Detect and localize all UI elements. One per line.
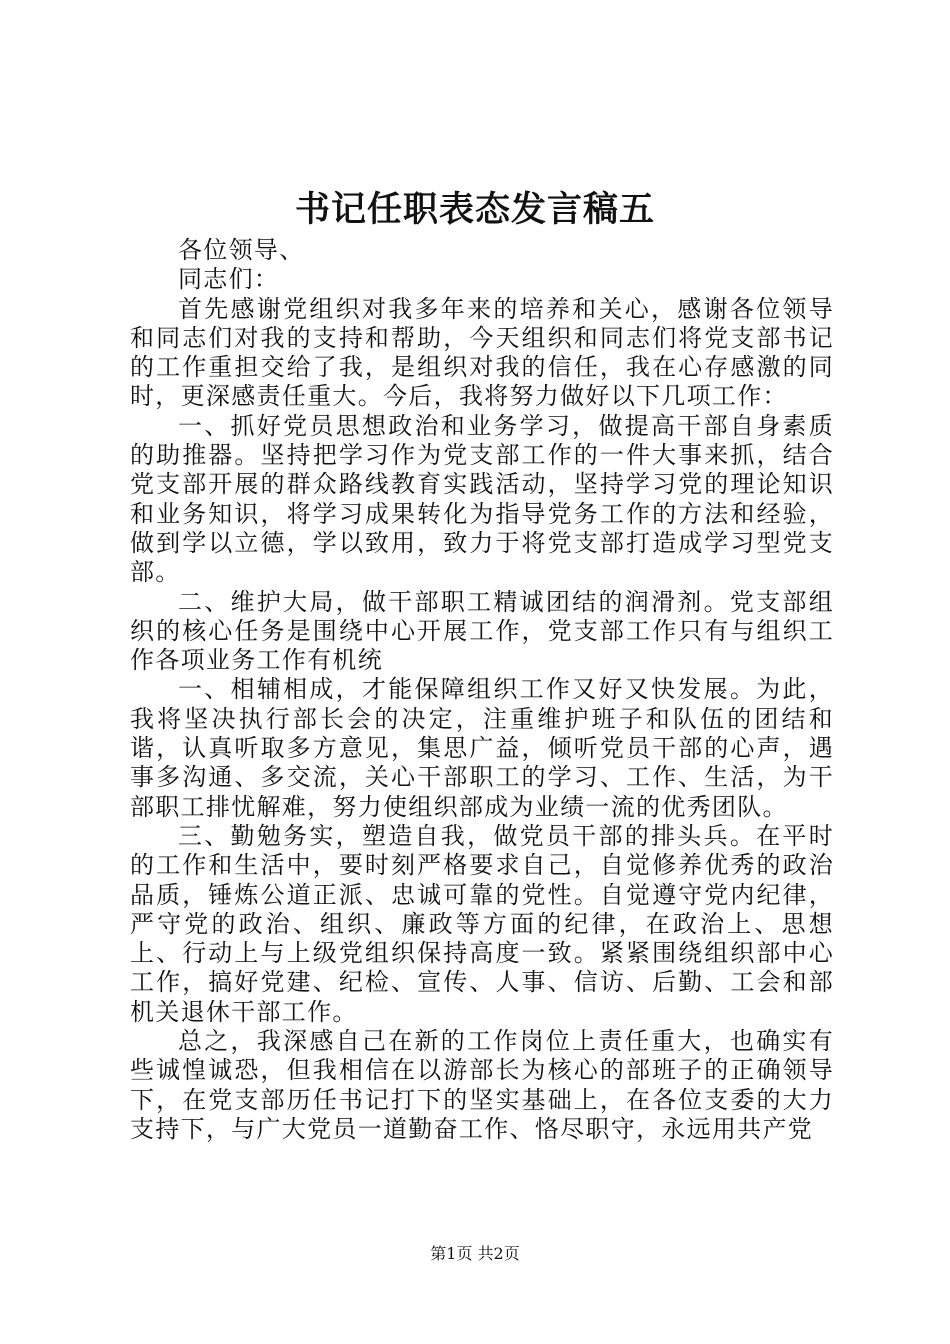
paragraph-point-3: 三、勤勉务实，塑造自我，做党员干部的排头兵。在平时的工作和生活中，要时刻严格要求自己，自觉修养优秀的政治品质，锤炼公道正派、忠诚可靠的党性。自觉遵守党内纪律，严守党的政治、组织、廉政等方面的纪律，在政治上、思想上、行动上与上级党组织保持高度一致。紧紧围绕组织部中心工作，搞好党建、纪检、宣传、人事、信访、后勤、工会和部机关退休干部工作。 <box>130 821 834 1026</box>
document-title: 书记任职表态发言稿五 <box>294 189 655 230</box>
page-footer: 第1页 共2页 <box>430 1244 520 1263</box>
paragraph-point-2: 二、维护大局，做干部职工精诚团结的润滑剂。党支部组织的核心任务是围绕中心开展工作，党支部工作只有与组织工作各项业务工作有机统 <box>130 587 834 675</box>
document-body <box>130 236 834 1144</box>
salutation-line-1: 各位领导、 <box>178 236 305 264</box>
paragraph-conclusion: 总之，我深感自己在新的工作岗位上责任重大，也确实有些诚惶诚恐，但我相信在以游部长为核心的部班子的正确领导下，在党支部历任书记打下的坚实基础上，在各位支委的大力支持下，与广大党员一道勤奋工作、恪尽职守，永远用共产党 <box>130 1027 834 1143</box>
paragraph-intro: 首先感谢党组织对我多年来的培养和关心，感谢各位领导和同志们对我的支持和帮助，今天组织和同志们将党支部书记的工作重担交给了我，是组织对我的信任，我在心存感激的同时，更深感责任重大。今后，我将努力做好以下几项工作： <box>130 294 834 411</box>
salutation-line-2: 同志们： <box>178 265 280 294</box>
paragraph-point-1: 一、抓好党员思想政治和业务学习，做提高干部自身素质的助推器。坚持把学习作为党支部工作的一件大事来抓，结合党支部开展的群众路线教育实践活动，坚持学习党的理论知识和业务知识，将学习成果转化为指导党务工作的方法和经验，做到学以立德，学以致用，致力于将党支部打造成学习型党支部。 <box>130 411 834 587</box>
paragraph-point-2-continued: 一、相辅相成，才能保障组织工作又好又快发展。为此，我将坚决执行部长会的决定，注重维护班子和队伍的团结和谐，认真听取多方意见，集思广益，倾听党员干部的心声，遇事多沟通、多交流，关心干部职工的学习、工作、生活，为干部职工排忧解难，努力使组织部成为业绩一流的优秀团队。 <box>130 675 834 821</box>
